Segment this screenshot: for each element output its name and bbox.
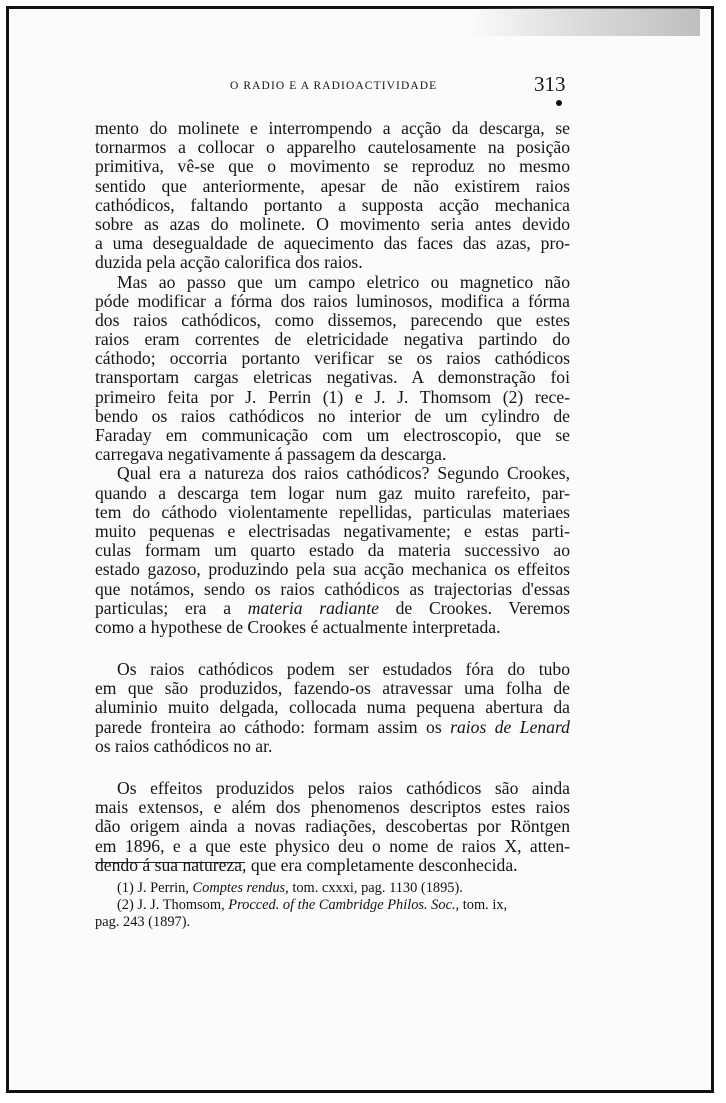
footnote-2-lead: (2) J. J. Thomsom, bbox=[117, 897, 229, 913]
footnote-rule bbox=[95, 862, 245, 863]
text-line: primeiro feita por J. Perrin (1) e J. J. Thomsom (2) rece- bbox=[95, 386, 570, 407]
page-number-dot bbox=[556, 100, 562, 106]
paragraph-3 bbox=[95, 464, 570, 637]
italic-materia-radiante: materia radiante bbox=[247, 597, 379, 618]
footnote-1-journal: Comptes rendus, bbox=[192, 880, 289, 896]
text-line: transportam cargas eletricas negativas. A demonstração foi bbox=[95, 367, 570, 388]
text-line: Qual era a natureza dos raios cathódicos? Segundo Crookes, bbox=[117, 463, 570, 484]
paragraph-1 bbox=[95, 119, 570, 273]
text-line: bendo os raios cathódicos no interior de um cylindro de bbox=[95, 405, 570, 426]
running-head: O RADIO E A RADIOACTIVIDADE bbox=[230, 80, 438, 92]
text-line: primitiva, vê-se que o movimento se reproduz no mesmo bbox=[95, 156, 570, 177]
text-line: cáthodo; occorria portanto verificar se os raios cathódicos bbox=[95, 348, 570, 369]
text-line: como a hypothese de Crookes é actualmente interpretada. bbox=[95, 616, 501, 637]
italic-raios-de-lenard: raios de Lenard bbox=[450, 716, 570, 737]
text-line: póde modificar a fórma dos raios luminosos, modifica a fórma bbox=[95, 290, 570, 311]
text-line: tornarmos a collocar o apparelho cautelosamente na posição bbox=[95, 137, 570, 158]
text-line: sobre as azas do molinete. O movimento seria antes devido bbox=[95, 213, 570, 234]
footnote-2-tail: tom. ix, bbox=[459, 897, 508, 913]
text-line: mais extensos, e além dos phenomenos descriptos estes raios bbox=[95, 797, 570, 818]
footnote-2-continuation: pag. 243 (1897). bbox=[95, 914, 191, 930]
footnote-1-tail: tom. cxxxi, pag. 1130 (1895). bbox=[288, 880, 463, 896]
text-line: dão origem ainda a novas radiações, descobertas por Röntgen bbox=[95, 816, 570, 837]
text-line: culas formam um quarto estado da materia successivo ao bbox=[95, 540, 570, 561]
paragraph-2 bbox=[95, 273, 570, 465]
text-line: Os raios cathódicos podem ser estudados fóra do tubo bbox=[117, 659, 570, 680]
text-line: em que são produzidos, fazendo-os atravessar uma folha de bbox=[95, 678, 570, 699]
text-line: que notámos, sendo os raios cathódicos as trajectorias d'essas bbox=[95, 578, 570, 599]
text-line: dendo á sua natureza, que era completamente desconhecida. bbox=[95, 854, 518, 875]
footnote-1-lead: (1) J. Perrin, bbox=[117, 880, 193, 896]
footnote-2 bbox=[95, 897, 570, 914]
text-line-with-italic bbox=[95, 718, 570, 737]
text-line: estado gazoso, produzindo pela sua acção mechanica os effeitos bbox=[95, 559, 570, 580]
text-line: em 1896, e a que este physico deu o nome de raios X, atten- bbox=[95, 835, 570, 856]
page-number: 313 bbox=[534, 72, 566, 96]
text-line: dos raios cathódicos, como dissemos, parecendo que estes bbox=[95, 309, 570, 330]
text-line: quando a descarga tem logar num gaz muito rarefeito, par- bbox=[95, 482, 570, 503]
text-line: muito pequenas e electrisadas negativamente; e estas parti- bbox=[95, 520, 570, 541]
paragraph-gap bbox=[95, 756, 570, 779]
text-line: sentido que anteriormente, apesar de não existirem raios bbox=[95, 175, 570, 196]
text-line: cathódicos, faltando portanto a supposta acção mechanica bbox=[95, 194, 570, 215]
text-line: a uma desegualdade de aquecimento das faces das azas, pro- bbox=[95, 233, 570, 254]
text-fragment: particulas; era a bbox=[95, 597, 248, 618]
text-line: carregava negativamente á passagem da descarga. bbox=[95, 444, 447, 465]
text-line: Faraday em communicação com um electroscopio, que se bbox=[95, 425, 570, 445]
footnote-1 bbox=[95, 880, 570, 897]
text-line: os raios cathódicos no ar. bbox=[95, 735, 273, 756]
text-line: Mas ao passo que um campo eletrico ou magnetico não bbox=[117, 271, 570, 292]
text-fragment: parede fronteira ao cáthodo: formam assim os bbox=[95, 716, 451, 737]
footnote-2-journal: Procced. of the Cambridge Philos. Soc., bbox=[228, 897, 460, 913]
text-line: tem do cáthodo violentamente repellidas, particulas materiaes bbox=[95, 501, 570, 522]
text-line: aluminio muito delgada, collocada numa pequena abertura da bbox=[95, 697, 570, 718]
text-line-with-italic bbox=[95, 599, 570, 618]
text-line: mento do molinete e interrompendo a acção da descarga, se bbox=[95, 118, 570, 138]
footnotes bbox=[95, 880, 570, 931]
paragraph-gap bbox=[95, 637, 570, 660]
paragraph-5 bbox=[95, 779, 570, 875]
text-line: duzida pela acção calorifica dos raios. bbox=[95, 252, 363, 273]
body-text bbox=[95, 119, 570, 875]
scan-smudge bbox=[470, 8, 700, 36]
text-line: Os effeitos produzidos pelos raios cathódicos são ainda bbox=[117, 778, 570, 798]
paragraph-4 bbox=[95, 660, 570, 756]
text-line: raios eram correntes de eletricidade negativa partindo do bbox=[95, 329, 570, 350]
text-fragment: de Crookes. Veremos bbox=[378, 597, 570, 618]
